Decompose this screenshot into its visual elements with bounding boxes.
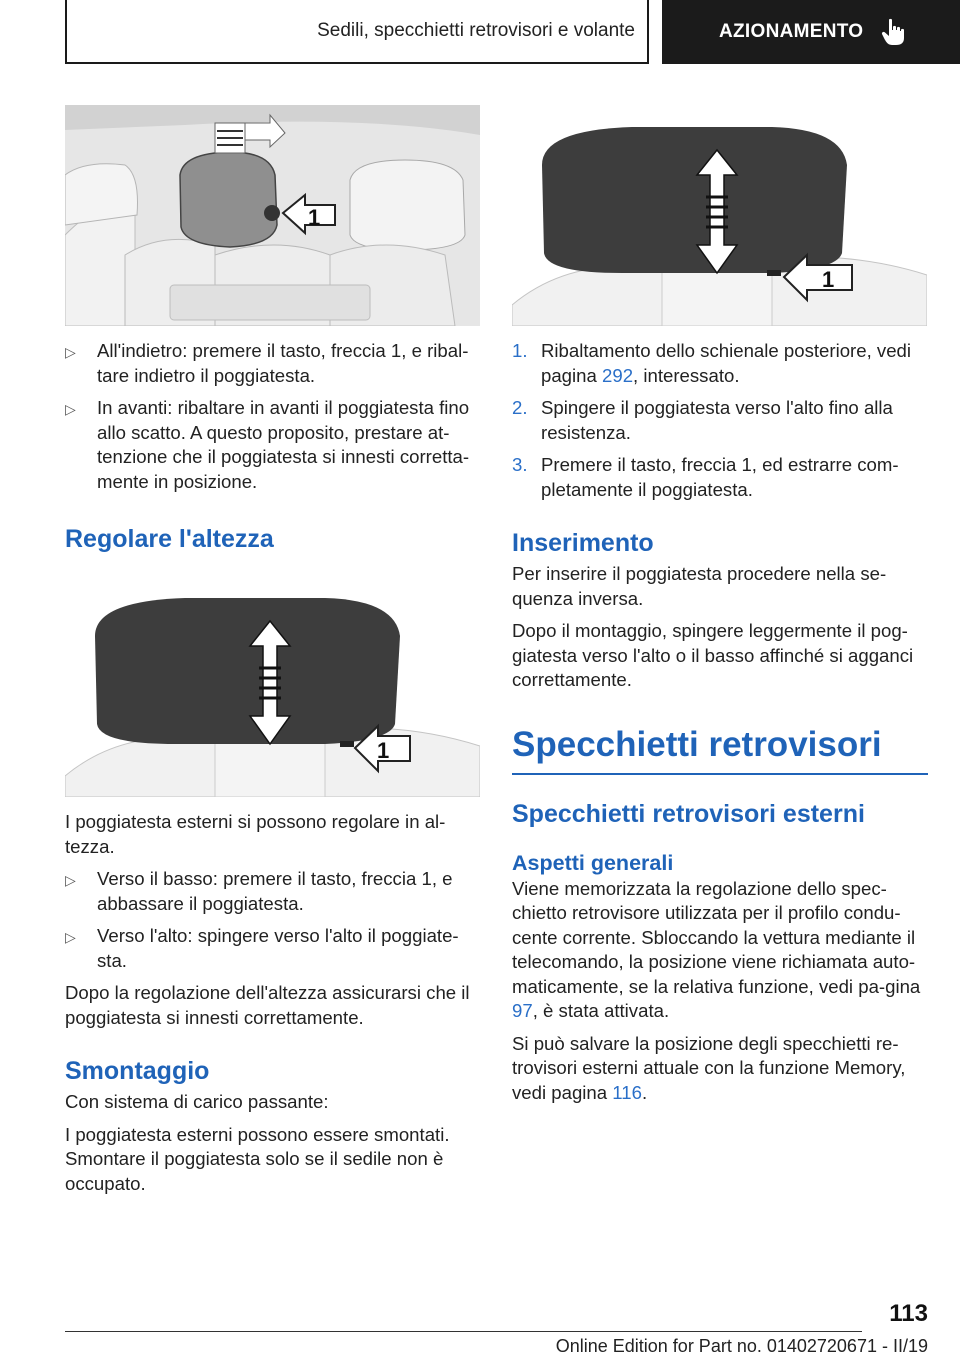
footer-edition: Online Edition for Part no. 01402720671 - II/19 <box>555 1336 928 1356</box>
triangle-bullet-icon: ▷ <box>65 344 76 360</box>
list-item-text: Premere il tasto, freccia 1, ed estrarre com-pletamente il poggiatesta. <box>541 454 899 500</box>
heading-removal: Smontaggio <box>65 1057 210 1085</box>
running-header-chapter <box>662 0 960 64</box>
step-number: 2. <box>512 397 528 418</box>
paragraph: Per inserire il poggiatesta procedere nella se-quenza inversa. <box>512 563 887 609</box>
list-item-text: All'indietro: premere il tasto, freccia 1, e ribal-tare indietro il poggiatesta. <box>97 340 469 386</box>
paragraph: Con sistema di carico passante: <box>65 1091 329 1112</box>
left-column-bottom <box>65 810 480 1204</box>
running-header-section <box>65 0 649 64</box>
heading-mirrors: Specchietti retrovisori <box>512 724 882 764</box>
step-number: 1. <box>512 340 528 361</box>
triangle-bullet-icon: ▷ <box>65 872 76 888</box>
paragraph: Viene memorizzata la regolazione dello spec-chietto retrovisore utilizzata per il profilo condu-cente corrente. Sbloccando la vettura mediante il telecomando, la posizione viene richiamata auto-maticamente, se la relativa funzione, vedi pa-gina 97, è stata attivata. <box>512 877 921 1021</box>
list-item <box>512 396 928 445</box>
heading-general-aspects: Aspetti generali <box>512 850 674 875</box>
figure-headrest-remove <box>512 105 927 326</box>
paragraph: Dopo la regolazione dell'altezza assicurarsi che il poggiatesta si innesti correttamente. <box>65 982 470 1028</box>
list-item <box>512 339 928 388</box>
figure-callout-2: 1 <box>822 267 835 292</box>
heading-insertion: Inserimento <box>512 529 654 557</box>
paragraph: Si può salvare la posizione degli specchietti re-trovisori esterni attuale con la funzione Memory, vedi pagina 116. <box>512 1032 906 1103</box>
heading-adjust-height: Regolare l'altezza <box>65 525 274 553</box>
list-item <box>65 924 480 973</box>
step-number: 3. <box>512 454 528 475</box>
triangle-bullet-icon: ▷ <box>65 929 76 945</box>
page-link[interactable]: 292 <box>602 364 634 386</box>
figure-headrest-tilt <box>65 105 480 326</box>
list-item-text: Verso il basso: premere il tasto, freccia 1, e abbassare il poggiatesta. <box>97 868 453 914</box>
figure-headrest-height <box>65 576 480 797</box>
list-item <box>65 396 480 494</box>
figure-callout-1: 1 <box>308 205 321 230</box>
paragraph: I poggiatesta esterni possono essere smontati. Smontare il poggiatesta solo se il sedile non è occupato. <box>65 1123 450 1194</box>
list-item-text: Spingere il poggiatesta verso l'alto fino alla resistenza. <box>541 397 893 443</box>
page-link[interactable]: 116 <box>612 1081 642 1103</box>
section-title: Sedili, specchietti retrovisori e volante <box>317 20 635 41</box>
triangle-bullet-icon: ▷ <box>65 401 76 417</box>
page-link[interactable]: 97 <box>512 1000 533 1021</box>
figure-callout-3: 1 <box>377 738 390 763</box>
heading-exterior-mirrors: Specchietti retrovisori esterni <box>512 799 865 828</box>
list-item <box>65 867 480 916</box>
paragraph: I poggiatesta esterni si possono regolare in al-tezza. <box>65 811 446 857</box>
paragraph: Dopo il montaggio, spingere leggermente il pog-giatesta verso l'alto o il basso affinché si agganci correttamente. <box>512 620 914 690</box>
chapter-title: AZIONAMENTO <box>719 21 864 42</box>
list-item-text: Ribaltamento dello schienale posteriore, vedi pagina 292, interessato. <box>541 340 912 386</box>
list-item <box>512 453 928 502</box>
pointing-hand-icon <box>881 18 907 46</box>
list-item-text: In avanti: ribaltare in avanti il poggiatesta fino allo scatto. A questo proposito, prestare at-tenzione che il poggiatesta si innesti corretta-mente in posizione. <box>97 397 470 492</box>
right-column <box>512 339 928 1113</box>
list-item-text: Verso l'alto: spingere verso l'alto il poggiate-sta. <box>97 925 459 971</box>
left-column-top <box>65 339 480 554</box>
footer-rule <box>65 1331 862 1332</box>
page-number: 113 <box>889 1300 928 1327</box>
list-item <box>65 339 480 388</box>
